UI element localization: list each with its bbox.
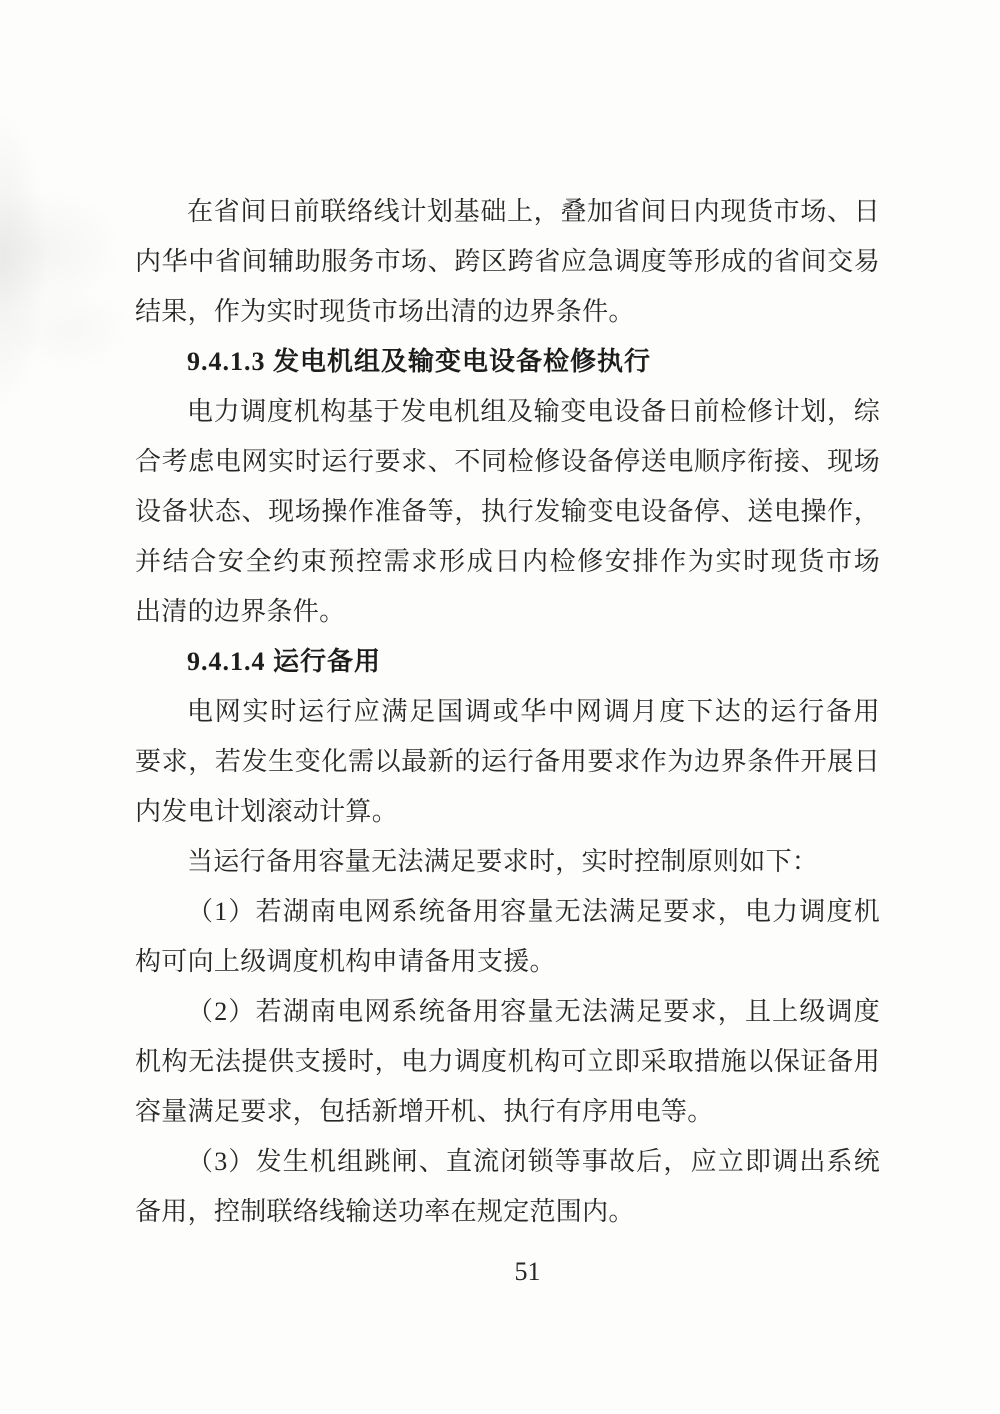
list-item-line: 构可向上级调度机构申请备用支援。 bbox=[135, 947, 556, 976]
paragraph-line: 内发电计划滚动计算。 bbox=[135, 797, 399, 826]
list-item-line: （2）若湖南电网系统备用容量无法满足要求，且上级调度 bbox=[187, 997, 880, 1026]
paragraph-line: 在省间日前联络线计划基础上，叠加省间日内现货市场、日 bbox=[187, 197, 880, 226]
paragraph-line: 设备状态、现场操作准备等，执行发输变电设备停、送电操作， bbox=[135, 497, 880, 526]
paragraph-line: 内华中省间辅助服务市场、跨区跨省应急调度等形成的省间交易 bbox=[135, 247, 880, 276]
paragraph-line: 出清的边界条件。 bbox=[135, 597, 346, 626]
list-item-line: （3）发生机组跳闸、直流闭锁等事故后，应立即调出系统 bbox=[187, 1147, 880, 1176]
page-number: 51 bbox=[514, 1257, 541, 1286]
list-item-line: 备用，控制联络线输送功率在规定范围内。 bbox=[135, 1197, 635, 1226]
paragraph-line: 电力调度机构基于发电机组及输变电设备日前检修计划，综 bbox=[187, 397, 880, 426]
text-block bbox=[135, 187, 880, 1237]
paragraph-line: 结果，作为实时现货市场出清的边界条件。 bbox=[135, 297, 635, 326]
paragraph-line: 电网实时运行应满足国调或华中网调月度下达的运行备用 bbox=[187, 697, 880, 726]
section-heading: 9.4.1.4 运行备用 bbox=[187, 647, 382, 676]
list-item-line: 机构无法提供支援时，电力调度机构可立即采取措施以保证备用 bbox=[135, 1047, 880, 1076]
section-heading: 9.4.1.3 发电机组及输变电设备检修执行 bbox=[187, 347, 652, 376]
paragraph-line: 合考虑电网实时运行要求、不同检修设备停送电顺序衔接、现场 bbox=[135, 447, 880, 476]
paragraph-line: 要求，若发生变化需以最新的运行备用要求作为边界条件开展日 bbox=[135, 747, 880, 776]
paragraph-line: 当运行备用容量无法满足要求时，实时控制原则如下： bbox=[187, 847, 819, 876]
list-item-line: 容量满足要求，包括新增开机、执行有序用电等。 bbox=[135, 1097, 714, 1126]
list-item-line: （1）若湖南电网系统备用容量无法满足要求，电力调度机 bbox=[187, 897, 880, 926]
paragraph-line: 并结合安全约束预控需求形成日内检修安排作为实时现货市场 bbox=[135, 547, 880, 576]
